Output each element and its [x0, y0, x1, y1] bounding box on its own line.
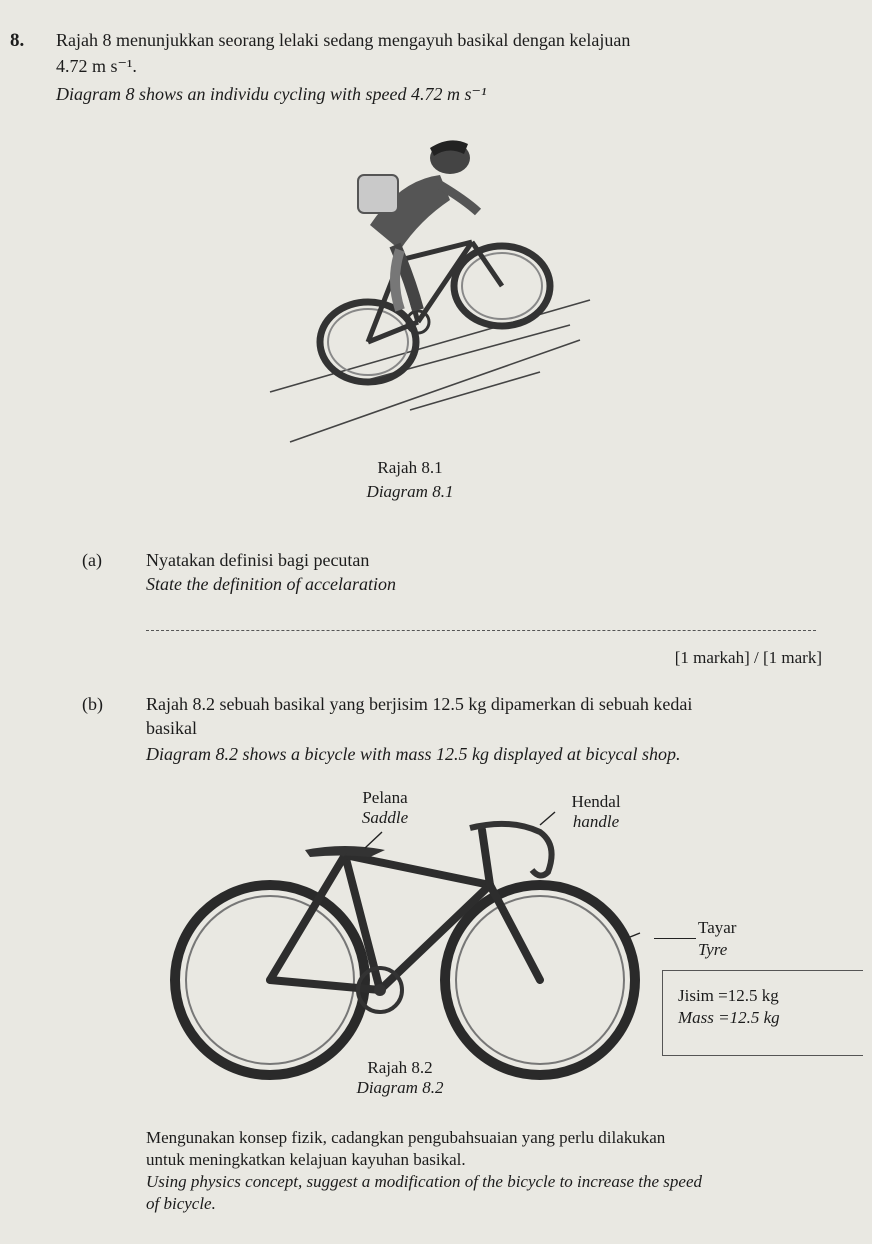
- part-b-malay-line2: basikal: [146, 718, 197, 738]
- handle-label-english: handle: [572, 812, 620, 831]
- saddle-label-malay: Pelana: [362, 788, 408, 807]
- part-a-english: State the definition of accelaration: [146, 574, 396, 594]
- part-b-question-english-line1: Using physics concept, suggest a modification of the bicycle to increase the speed: [146, 1172, 702, 1191]
- part-a-marks: [1 markah] / [1 mark]: [674, 648, 822, 667]
- part-b-english: Diagram 8.2 shows a bicycle with mass 12.5 kg displayed at bicycal shop.: [146, 744, 681, 764]
- cyclist-figure: [358, 140, 478, 310]
- part-b-malay-line1: Rajah 8.2 sebuah basikal yang berjisim 12.5 kg dipamerkan di sebuah kedai: [146, 694, 693, 714]
- part-b-question-malay-line1: Mengunakan konsep fizik, cadangkan pengubahsuaian yang perlu dilakukan: [146, 1128, 666, 1147]
- mass-label-english: Mass =12.5 kg: [678, 1008, 780, 1027]
- answer-line[interactable]: [146, 630, 816, 631]
- cyclist-diagram: [250, 130, 610, 470]
- diagram2-caption-malay: Rajah 8.2: [367, 1058, 433, 1077]
- part-a-label: (a): [82, 550, 102, 570]
- intro-english: Diagram 8 shows an individu cycling with speed 4.72 m s⁻¹: [56, 84, 487, 104]
- bike-frame: [368, 242, 502, 342]
- diagram1-caption-malay: Rajah 8.1: [377, 458, 443, 477]
- handle-label-malay: Hendal: [571, 792, 621, 811]
- diagram1-caption-english: Diagram 8.1: [366, 482, 454, 501]
- intro-malay-line1: Rajah 8 menunjukkan seorang lelaki sedang mengayuh basikal dengan kelajuan: [56, 30, 631, 50]
- part-b-question-malay-line2: untuk meningkatkan kelajuan kayuhan basikal.: [146, 1150, 466, 1169]
- part-b-question-english-line2: of bicycle.: [146, 1194, 216, 1213]
- question-number: 8.: [10, 30, 25, 51]
- bicycle-diagram: [170, 800, 670, 1090]
- diagram2-caption-english: Diagram 8.2: [356, 1078, 444, 1097]
- intro-malay-line2: 4.72 m s⁻¹.: [56, 56, 137, 76]
- saddle-label-english: Saddle: [361, 808, 409, 827]
- tyre-pointer: [654, 938, 696, 939]
- tyre-label-english: Tyre: [698, 940, 728, 959]
- part-a-malay: Nyatakan definisi bagi pecutan: [146, 550, 370, 570]
- mass-label-malay: Jisim =12.5 kg: [678, 986, 779, 1005]
- part-b-label: (b): [82, 694, 103, 714]
- tyre-label-malay: Tayar: [698, 918, 737, 937]
